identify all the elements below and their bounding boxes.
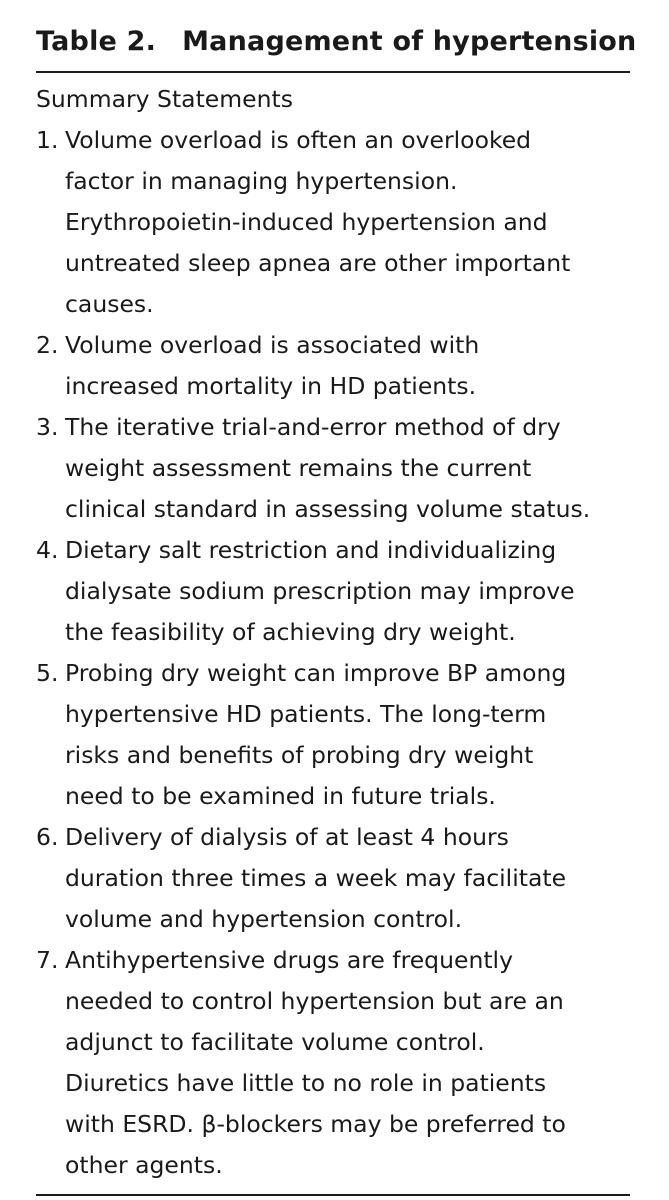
statement-line: risks and benefits of probing dry weight (65, 741, 534, 769)
statement-line: weight assessment remains the current (65, 454, 532, 482)
statement-line: hypertensive HD patients. The long-term (65, 700, 547, 728)
statement-line: factor in managing hypertension. (65, 167, 458, 195)
statement-line: the feasibility of achieving dry weight. (65, 618, 516, 646)
statement-item (36, 325, 633, 407)
summary-subheading: Summary Statements (36, 85, 293, 113)
statement-item (36, 530, 633, 653)
statement-item (36, 120, 633, 325)
statement-line: other agents. (65, 1151, 223, 1179)
statement-line: volume and hypertension control. (65, 905, 463, 933)
statement-text (65, 325, 633, 407)
table-label: Table 2. (36, 26, 157, 57)
statement-line: dialysate sodium prescription may improve (65, 577, 575, 605)
statement-line: Erythropoietin-induced hypertension and (65, 208, 548, 236)
statement-number: 2. (36, 331, 59, 359)
statement-line: The iterative trial-and-error method of dry (65, 413, 561, 441)
statement-number: 5. (36, 659, 59, 687)
statement-text (65, 940, 633, 1186)
statement-number: 7. (36, 946, 59, 974)
statement-text (65, 530, 633, 653)
top-rule (36, 71, 630, 73)
statement-line: Antihypertensive drugs are frequently (65, 946, 513, 974)
statement-line: Probing dry weight can improve BP among (65, 659, 567, 687)
statement-line: Delivery of dialysis of at least 4 hours (65, 823, 509, 851)
statement-number: 1. (36, 126, 59, 154)
statement-line: needed to control hypertension but are an (65, 987, 564, 1015)
statement-text (65, 817, 633, 940)
statement-line: causes. (65, 290, 154, 318)
statement-line: duration three times a week may facilitate (65, 864, 567, 892)
statement-text (65, 120, 633, 325)
statement-item (36, 817, 633, 940)
table-title-text: Management of hypertension (182, 26, 637, 57)
statement-item (36, 407, 633, 530)
statement-line: need to be examined in future trials. (65, 782, 496, 810)
statement-line: Dietary salt restriction and individualizing (65, 536, 557, 564)
statement-text (65, 653, 633, 817)
statement-line: increased mortality in HD patients. (65, 372, 477, 400)
statement-line: with ESRD. β-blockers may be preferred to (65, 1110, 566, 1138)
table-title (36, 22, 637, 62)
statement-line: Volume overload is associated with (65, 331, 480, 359)
statement-line: untreated sleep apnea are other important (65, 249, 571, 277)
statement-list (36, 120, 633, 1186)
bottom-rule (36, 1194, 630, 1196)
statement-line: Diuretics have little to no role in patients (65, 1069, 547, 1097)
statement-item (36, 940, 633, 1186)
statement-text (65, 407, 633, 530)
statement-line: adjunct to facilitate volume control. (65, 1028, 485, 1056)
statement-number: 3. (36, 413, 59, 441)
statement-number: 4. (36, 536, 59, 564)
statement-line: clinical standard in assessing volume status. (65, 495, 591, 523)
statement-item (36, 653, 633, 817)
statement-line: Volume overload is often an overlooked (65, 126, 532, 154)
statement-number: 6. (36, 823, 59, 851)
